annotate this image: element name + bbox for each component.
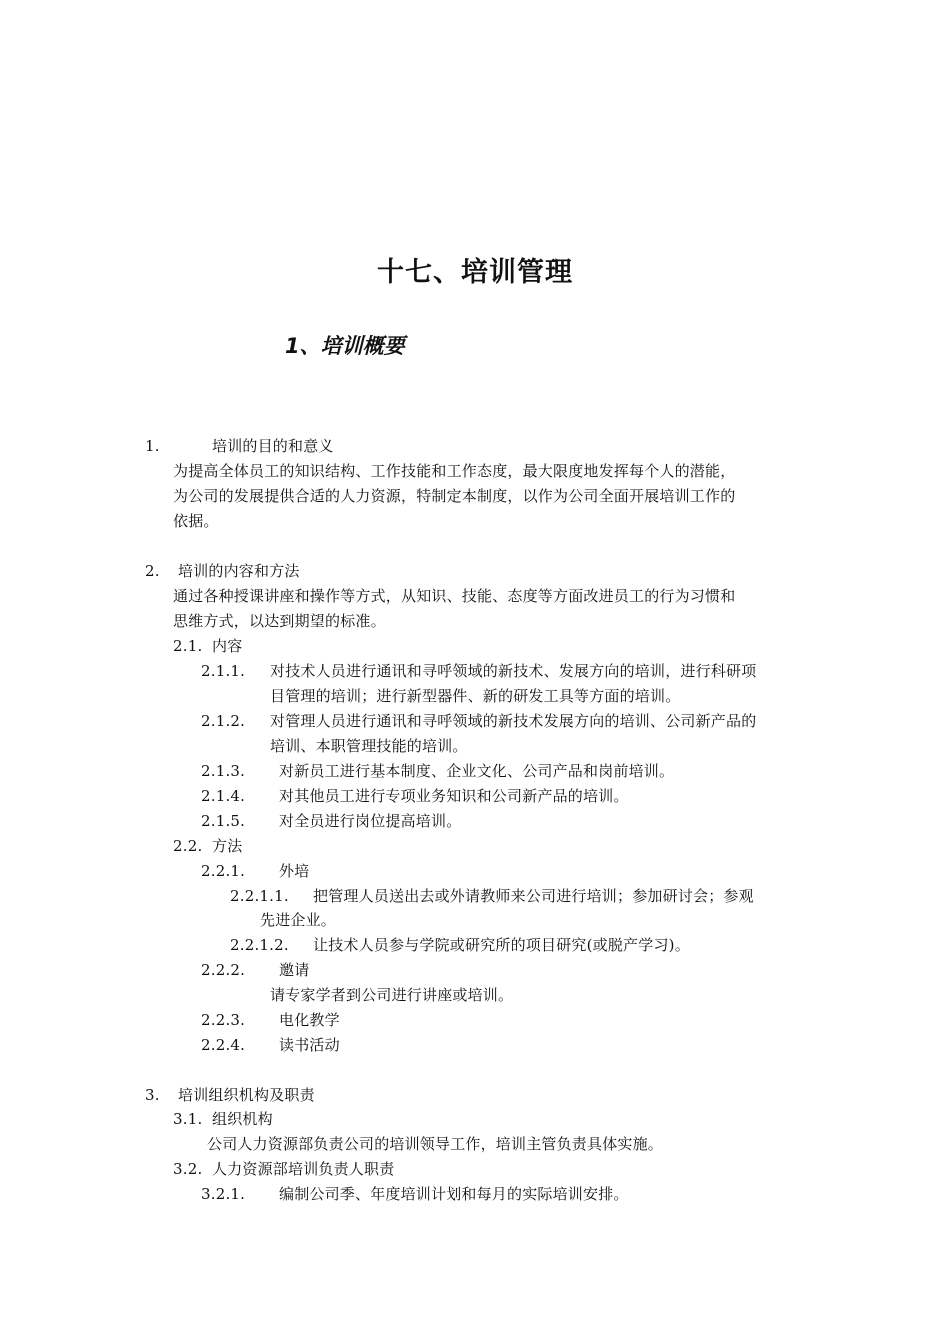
s211-line-1: 对技术人员进行通讯和寻呼领域的新技术、发展方向的培训，进行科研项 — [270, 662, 757, 680]
s22-heading: 方法 — [212, 837, 243, 855]
s31-heading: 组织机构 — [212, 1110, 273, 1128]
s2211-number: 2.2.1.1. — [230, 887, 289, 905]
s2-body-line-2: 思维方式，以达到期望的标准。 — [173, 612, 386, 630]
s223-number: 2.2.3. — [201, 1011, 246, 1029]
s1-body-line-3: 依据。 — [173, 512, 219, 530]
s1-body-line-2: 为公司的发展提供合适的人力资源，特制定本制度，以作为公司全面开展培训工作的 — [173, 487, 736, 505]
s221-number: 2.2.1. — [201, 862, 246, 880]
s31-number: 3.1. — [173, 1110, 203, 1128]
s1-heading: 培训的目的和意义 — [212, 437, 334, 455]
s215-text: 对全员进行岗位提高培训。 — [279, 812, 462, 830]
s224-number: 2.2.4. — [201, 1036, 246, 1054]
s1-number: 1. — [145, 437, 160, 455]
s2-heading: 培训的内容和方法 — [178, 562, 300, 580]
s222-number: 2.2.2. — [201, 961, 246, 979]
s213-text: 对新员工进行基本制度、企业文化、公司产品和岗前培训。 — [279, 762, 675, 780]
s2212-number: 2.2.1.2. — [230, 936, 289, 954]
s224-heading: 读书活动 — [279, 1036, 340, 1054]
s32-number: 3.2. — [173, 1160, 203, 1178]
s212-number: 2.1.2. — [201, 712, 246, 730]
s2211-line-1: 把管理人员送出去或外请教师来公司进行培训；参加研讨会；参观 — [313, 887, 754, 905]
s211-line-2: 目管理的培训；进行新型器件、新的研发工具等方面的培训。 — [270, 687, 681, 705]
s222-body: 请专家学者到公司进行讲座或培训。 — [270, 986, 514, 1004]
page-title: 十七、培训管理 — [377, 257, 573, 288]
s213-number: 2.1.3. — [201, 762, 246, 780]
s3-heading: 培训组织机构及职责 — [178, 1086, 315, 1104]
s214-number: 2.1.4. — [201, 787, 246, 805]
s2211-line-2: 先进企业。 — [260, 911, 337, 929]
s321-text: 编制公司季、年度培训计划和每月的实际培训安排。 — [279, 1185, 629, 1203]
s21-number: 2.1. — [173, 637, 203, 655]
s221-heading: 外培 — [279, 862, 310, 880]
s214-text: 对其他员工进行专项业务知识和公司新产品的培训。 — [279, 787, 629, 805]
s223-heading: 电化教学 — [279, 1011, 340, 1029]
s222-heading: 邀请 — [279, 961, 310, 979]
s31-body: 公司人力资源部负责公司的培训领导工作，培训主管负责具体实施。 — [207, 1135, 664, 1153]
s2-number: 2. — [145, 562, 160, 580]
s212-line-1: 对管理人员进行通讯和寻呼领域的新技术发展方向的培训、公司新产品的 — [270, 712, 757, 730]
s215-number: 2.1.5. — [201, 812, 246, 830]
s21-heading: 内容 — [212, 637, 243, 655]
s321-number: 3.2.1. — [201, 1185, 246, 1203]
s32-heading: 人力资源部培训负责人职责 — [212, 1160, 395, 1178]
section-subtitle: 1、培训概要 — [285, 334, 405, 358]
s211-number: 2.1.1. — [201, 662, 246, 680]
s3-number: 3. — [145, 1086, 160, 1104]
s22-number: 2.2. — [173, 837, 203, 855]
s2212-text: 让技术人员参与学院或研究所的项目研究(或脱产学习)。 — [313, 936, 690, 954]
s212-line-2: 培训、本职管理技能的培训。 — [270, 737, 468, 755]
s1-body-line-1: 为提高全体员工的知识结构、工作技能和工作态度，最大限度地发挥每个人的潜能， — [173, 462, 736, 480]
s2-body-line-1: 通过各种授课讲座和操作等方式，从知识、技能、态度等方面改进员工的行为习惯和 — [173, 587, 736, 605]
